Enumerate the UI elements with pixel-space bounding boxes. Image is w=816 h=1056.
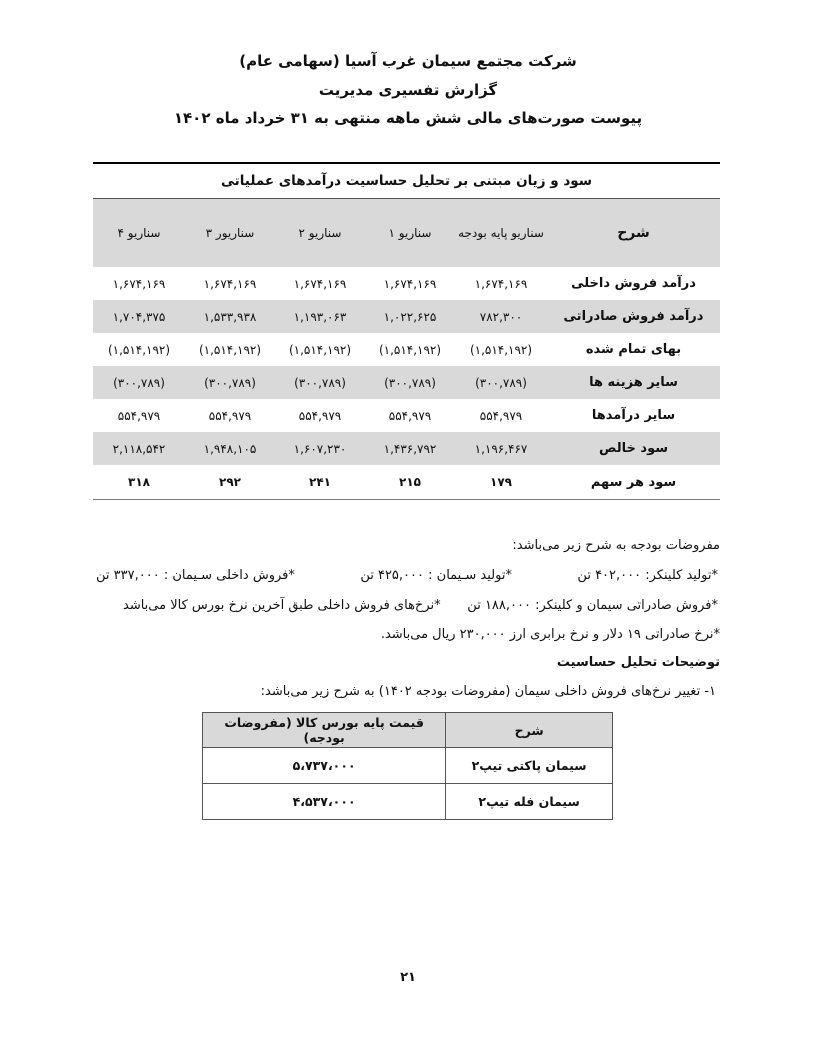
table-cell: (۳۰۰,۷۸۹) xyxy=(294,375,346,390)
table-cell: ۲,۱۱۸,۵۴۲ xyxy=(112,441,166,456)
table-cell: ۱,۰۲۲,۶۲۵ xyxy=(383,309,437,324)
assumption-item: *فروش داخلی سـیمان : ۳۳۷,۰۰۰ تن xyxy=(96,568,295,583)
table-caption: سود و زیان مبتنی بر تحلیل حساسیت درآمدهای عملیاتی xyxy=(221,173,592,189)
table-cell: ۴،۵۳۷،۰۰۰ xyxy=(203,784,446,820)
table-cell: (۳۰۰,۷۸۹) xyxy=(384,375,436,390)
table-row xyxy=(93,465,720,500)
price-table xyxy=(202,712,613,820)
table-row xyxy=(93,432,720,465)
page-number: ۲۱ xyxy=(400,970,416,985)
table-cell: ۱,۱۹۶,۴۶۷ xyxy=(474,441,528,456)
row-label: سیمان فله تیپ۲ xyxy=(446,784,613,820)
assumption-item: *نرخ‌های فروش داخلی طبق آخرین نرخ بورس کالا می‌باشد xyxy=(123,598,441,613)
table-cell: (۱,۵۱۴,۱۹۲) xyxy=(469,342,533,357)
assumptions-intro: مفروضات بودجه به شرح زیر می‌باشد: xyxy=(512,538,720,553)
table-header-row xyxy=(93,198,720,267)
table-cell: ۲۱۵ xyxy=(399,475,421,489)
assumptions-line xyxy=(123,598,718,613)
table-row xyxy=(93,300,720,333)
table-cell: ۵۵۴,۹۷۹ xyxy=(388,408,432,423)
table-cell: ۳۱۸ xyxy=(128,475,150,489)
assumption-item: *تولید سـیمان : ۴۲۵,۰۰۰ تن xyxy=(360,568,512,583)
row-label: سود خالص xyxy=(599,441,668,456)
table-cell: ۱,۱۹۳,۰۶۳ xyxy=(293,309,347,324)
table-cell: ۱۷۹ xyxy=(490,475,512,489)
column-header: سناریو ۱ xyxy=(388,226,432,240)
table-header-row xyxy=(203,713,613,748)
table-cell: (۳۰۰,۷۸۹) xyxy=(475,375,527,390)
table-cell: ۱,۶۷۴,۱۶۹ xyxy=(112,276,166,291)
row-label: سود هر سهم xyxy=(590,474,677,490)
sensitivity-table xyxy=(93,162,720,500)
table-cell: ۱,۶۷۴,۱۶۹ xyxy=(203,276,257,291)
table-cell: ۵،۷۳۷،۰۰۰ xyxy=(203,748,446,784)
table-cell: (۱,۵۱۴,۱۹۲) xyxy=(288,342,352,357)
table-row xyxy=(93,267,720,300)
table-row xyxy=(93,366,720,399)
table-row xyxy=(203,784,613,820)
company-title: شرکت مجتمع سیمان غرب آسیا (سهامی عام) xyxy=(239,52,577,70)
table-cell: ۲۴۱ xyxy=(309,475,331,489)
table-cell: ۵۵۴,۹۷۹ xyxy=(298,408,342,423)
table-cell: (۳۰۰,۷۸۹) xyxy=(204,375,256,390)
table-cell: ۵۵۴,۹۷۹ xyxy=(208,408,252,423)
table-cell: ۱,۶۰۷,۲۳۰ xyxy=(293,441,347,456)
assumption-item: *تولید کلینکر: ۴۰۲,۰۰۰ تن xyxy=(577,568,718,583)
column-header: سناریو ۴ xyxy=(117,226,161,240)
table-cell: ۵۵۴,۹۷۹ xyxy=(479,408,523,423)
table-cell: ۵۵۴,۹۷۹ xyxy=(117,408,161,423)
column-header: سناریور ۳ xyxy=(205,226,255,240)
table-cell: ۱,۹۴۸,۱۰۵ xyxy=(203,441,257,456)
table-cell: ۲۹۲ xyxy=(219,475,241,489)
table-row xyxy=(93,399,720,432)
row-label: درآمد فروش صادراتی xyxy=(563,309,704,324)
table-cell: ۱,۴۳۶,۷۹۲ xyxy=(383,441,437,456)
column-header: شرح xyxy=(617,225,650,241)
table-cell: ۱,۷۰۴,۳۷۵ xyxy=(112,309,166,324)
table-cell: (۳۰۰,۷۸۹) xyxy=(113,375,165,390)
table-cell: ۷۸۲,۳۰۰ xyxy=(479,309,523,324)
table-row xyxy=(203,748,613,784)
column-header: سناریو ۲ xyxy=(298,226,342,240)
list-item: ۱- تغییر نرخ‌های فروش داخلی سیمان (مفروضات بودجه ۱۴۰۲) به شرح زیر می‌باشد: xyxy=(260,684,716,699)
row-label: سایر هزینه ها xyxy=(589,375,678,390)
row-label: سایر درآمدها xyxy=(591,408,676,423)
column-header: قیمت پایه بورس کالا (مفروضات بودجه) xyxy=(203,713,446,748)
table-cell: (۱,۵۱۴,۱۹۲) xyxy=(107,342,171,357)
section-heading: توضیحات تحلیل حساسیت xyxy=(556,655,720,670)
row-label: درآمد فروش داخلی xyxy=(571,276,696,291)
report-title: گزارش تفسیری مدیریت xyxy=(318,81,498,99)
column-header: شرح xyxy=(446,713,613,748)
assumption-item: *فروش صادراتی سیمان و کلینکر: ۱۸۸,۰۰۰ تن xyxy=(467,598,718,613)
column-header: سناریو پایه بودجه xyxy=(458,226,544,240)
table-cell: ۱,۶۷۴,۱۶۹ xyxy=(383,276,437,291)
assumption-item: *نرخ صادراتی ۱۹ دلار و نرخ برابری ارز ۲۳۰,۰۰۰ ریال می‌باشد. xyxy=(380,627,720,642)
report-subtitle: پیوست صورت‌های مالی شش ماهه منتهی به ۳۱ خرداد ماه ۱۴۰۲ xyxy=(173,109,643,127)
table-cell: ۱,۵۳۳,۹۳۸ xyxy=(203,309,257,324)
row-label: بهای تمام شده xyxy=(585,342,682,357)
table-cell: ۱,۶۷۴,۱۶۹ xyxy=(293,276,347,291)
table-cell: ۱,۶۷۴,۱۶۹ xyxy=(474,276,528,291)
row-label: سیمان پاکتی تیپ۲ xyxy=(446,748,613,784)
table-cell: (۱,۵۱۴,۱۹۲) xyxy=(198,342,262,357)
table-row xyxy=(93,333,720,366)
table-cell: (۱,۵۱۴,۱۹۲) xyxy=(378,342,442,357)
assumptions-line xyxy=(96,568,718,583)
